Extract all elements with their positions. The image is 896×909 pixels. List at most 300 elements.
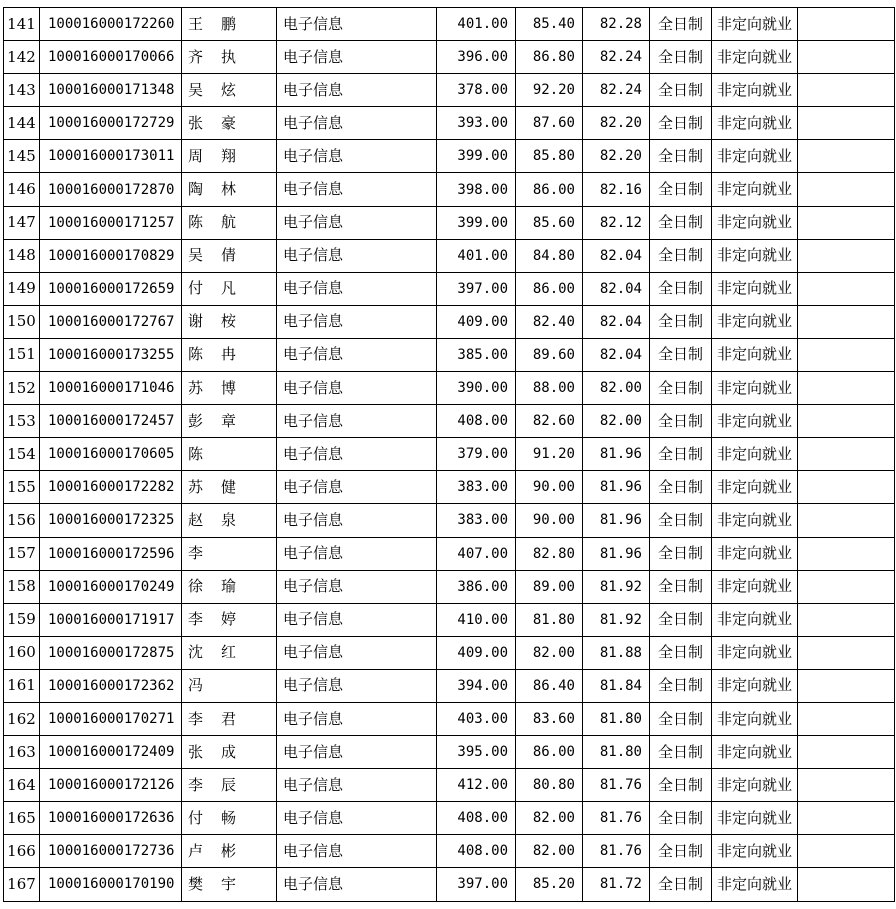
study-mode: 全日制 bbox=[650, 305, 712, 338]
total-score: 82.04 bbox=[583, 272, 650, 305]
name-first-char: 赵 bbox=[188, 510, 204, 529]
exam-score: 412.00 bbox=[437, 769, 516, 802]
exam-score: 395.00 bbox=[437, 736, 516, 769]
interview-score: 82.60 bbox=[516, 405, 583, 438]
candidate-name bbox=[182, 8, 277, 41]
major-name: 电子信息 bbox=[277, 504, 437, 537]
major-name: 电子信息 bbox=[277, 570, 437, 603]
name-last-char: 健 bbox=[221, 477, 237, 496]
row-index: 141 bbox=[4, 8, 40, 41]
table-body bbox=[4, 8, 895, 902]
major-name: 电子信息 bbox=[277, 769, 437, 802]
name-last-char: 航 bbox=[221, 213, 237, 232]
interview-score: 92.20 bbox=[516, 74, 583, 107]
study-mode: 全日制 bbox=[650, 835, 712, 868]
interview-score: 89.60 bbox=[516, 338, 583, 371]
name-first-char: 谢 bbox=[188, 312, 204, 331]
study-mode: 全日制 bbox=[650, 405, 712, 438]
total-score: 81.76 bbox=[583, 835, 650, 868]
interview-score: 85.40 bbox=[516, 8, 583, 41]
employment-type: 非定向就业 bbox=[712, 173, 798, 206]
name-last-char: 倩 bbox=[221, 246, 237, 265]
table-row bbox=[4, 305, 895, 338]
name-last-char: 桉 bbox=[221, 312, 237, 331]
remarks-cell bbox=[798, 438, 895, 471]
name-first-char: 付 bbox=[188, 279, 204, 298]
interview-score: 87.60 bbox=[516, 107, 583, 140]
major-name: 电子信息 bbox=[277, 239, 437, 272]
table-row bbox=[4, 702, 895, 735]
study-mode: 全日制 bbox=[650, 868, 712, 901]
name-first-char: 苏 bbox=[188, 477, 204, 496]
total-score: 81.84 bbox=[583, 669, 650, 702]
exam-score: 398.00 bbox=[437, 173, 516, 206]
remarks-cell bbox=[798, 835, 895, 868]
exam-score: 385.00 bbox=[437, 338, 516, 371]
candidate-name bbox=[182, 372, 277, 405]
name-last-char: 婷 bbox=[221, 610, 237, 629]
name-first-char: 张 bbox=[188, 742, 204, 761]
name-last-char: 执 bbox=[221, 47, 237, 66]
name-first-char: 陈 bbox=[188, 213, 204, 232]
row-index: 152 bbox=[4, 372, 40, 405]
name-first-char: 陈 bbox=[188, 345, 204, 364]
row-index: 150 bbox=[4, 305, 40, 338]
name-last-char: 炫 bbox=[221, 80, 237, 99]
candidate-id: 100016000170190 bbox=[40, 868, 182, 901]
table-row bbox=[4, 107, 895, 140]
major-name: 电子信息 bbox=[277, 206, 437, 239]
total-score: 81.96 bbox=[583, 438, 650, 471]
table-row bbox=[4, 769, 895, 802]
candidate-id: 100016000170271 bbox=[40, 702, 182, 735]
candidate-name bbox=[182, 239, 277, 272]
remarks-cell bbox=[798, 769, 895, 802]
employment-type: 非定向就业 bbox=[712, 272, 798, 305]
employment-type: 非定向就业 bbox=[712, 636, 798, 669]
employment-type: 非定向就业 bbox=[712, 702, 798, 735]
employment-type: 非定向就业 bbox=[712, 41, 798, 74]
study-mode: 全日制 bbox=[650, 173, 712, 206]
candidate-name bbox=[182, 702, 277, 735]
study-mode: 全日制 bbox=[650, 107, 712, 140]
candidate-id: 100016000172767 bbox=[40, 305, 182, 338]
employment-type: 非定向就业 bbox=[712, 669, 798, 702]
study-mode: 全日制 bbox=[650, 802, 712, 835]
employment-type: 非定向就业 bbox=[712, 239, 798, 272]
candidate-id: 100016000172659 bbox=[40, 272, 182, 305]
table-row bbox=[4, 570, 895, 603]
name-first-char: 彭 bbox=[188, 411, 204, 430]
table-row bbox=[4, 206, 895, 239]
row-index: 164 bbox=[4, 769, 40, 802]
study-mode: 全日制 bbox=[650, 140, 712, 173]
table-row bbox=[4, 338, 895, 371]
study-mode: 全日制 bbox=[650, 372, 712, 405]
interview-score: 82.40 bbox=[516, 305, 583, 338]
study-mode: 全日制 bbox=[650, 736, 712, 769]
table-row bbox=[4, 438, 895, 471]
candidate-id: 100016000170605 bbox=[40, 438, 182, 471]
major-name: 电子信息 bbox=[277, 868, 437, 901]
table-row bbox=[4, 504, 895, 537]
candidate-id: 100016000171348 bbox=[40, 74, 182, 107]
total-score: 82.20 bbox=[583, 140, 650, 173]
row-index: 162 bbox=[4, 702, 40, 735]
table-row bbox=[4, 636, 895, 669]
employment-type: 非定向就业 bbox=[712, 338, 798, 371]
candidate-id: 100016000170829 bbox=[40, 239, 182, 272]
remarks-cell bbox=[798, 107, 895, 140]
total-score: 81.80 bbox=[583, 736, 650, 769]
total-score: 82.12 bbox=[583, 206, 650, 239]
table-row bbox=[4, 603, 895, 636]
name-last-char: 彬 bbox=[221, 841, 237, 860]
candidate-name bbox=[182, 338, 277, 371]
study-mode: 全日制 bbox=[650, 239, 712, 272]
exam-score: 399.00 bbox=[437, 140, 516, 173]
interview-score: 82.00 bbox=[516, 835, 583, 868]
row-index: 158 bbox=[4, 570, 40, 603]
table-row bbox=[4, 405, 895, 438]
interview-score: 86.00 bbox=[516, 173, 583, 206]
total-score: 82.04 bbox=[583, 338, 650, 371]
employment-type: 非定向就业 bbox=[712, 736, 798, 769]
name-first-char: 齐 bbox=[188, 47, 204, 66]
study-mode: 全日制 bbox=[650, 272, 712, 305]
remarks-cell bbox=[798, 173, 895, 206]
exam-score: 383.00 bbox=[437, 504, 516, 537]
candidate-id: 100016000172729 bbox=[40, 107, 182, 140]
total-score: 82.16 bbox=[583, 173, 650, 206]
interview-score: 85.20 bbox=[516, 868, 583, 901]
major-name: 电子信息 bbox=[277, 272, 437, 305]
remarks-cell bbox=[798, 570, 895, 603]
candidate-name bbox=[182, 802, 277, 835]
remarks-cell bbox=[798, 338, 895, 371]
candidate-id: 100016000173011 bbox=[40, 140, 182, 173]
remarks-cell bbox=[798, 405, 895, 438]
major-name: 电子信息 bbox=[277, 802, 437, 835]
total-score: 81.72 bbox=[583, 868, 650, 901]
major-name: 电子信息 bbox=[277, 372, 437, 405]
remarks-cell bbox=[798, 8, 895, 41]
exam-score: 409.00 bbox=[437, 305, 516, 338]
candidate-id: 100016000171046 bbox=[40, 372, 182, 405]
total-score: 81.76 bbox=[583, 802, 650, 835]
candidate-name bbox=[182, 140, 277, 173]
exam-score: 408.00 bbox=[437, 802, 516, 835]
study-mode: 全日制 bbox=[650, 471, 712, 504]
table-row bbox=[4, 802, 895, 835]
major-name: 电子信息 bbox=[277, 636, 437, 669]
major-name: 电子信息 bbox=[277, 41, 437, 74]
major-name: 电子信息 bbox=[277, 835, 437, 868]
interview-score: 88.00 bbox=[516, 372, 583, 405]
interview-score: 89.00 bbox=[516, 570, 583, 603]
major-name: 电子信息 bbox=[277, 471, 437, 504]
interview-score: 90.00 bbox=[516, 504, 583, 537]
employment-type: 非定向就业 bbox=[712, 107, 798, 140]
interview-score: 85.60 bbox=[516, 206, 583, 239]
interview-score: 85.80 bbox=[516, 140, 583, 173]
candidate-id: 100016000172126 bbox=[40, 769, 182, 802]
employment-type: 非定向就业 bbox=[712, 405, 798, 438]
admission-list-table bbox=[3, 7, 895, 902]
total-score: 81.76 bbox=[583, 769, 650, 802]
employment-type: 非定向就业 bbox=[712, 504, 798, 537]
row-index: 142 bbox=[4, 41, 40, 74]
row-index: 154 bbox=[4, 438, 40, 471]
remarks-cell bbox=[798, 736, 895, 769]
interview-score: 84.80 bbox=[516, 239, 583, 272]
major-name: 电子信息 bbox=[277, 338, 437, 371]
remarks-cell bbox=[798, 537, 895, 570]
name-last-char: 瑜 bbox=[221, 577, 237, 596]
total-score: 82.00 bbox=[583, 405, 650, 438]
remarks-cell bbox=[798, 206, 895, 239]
interview-score: 86.00 bbox=[516, 736, 583, 769]
candidate-id: 100016000173255 bbox=[40, 338, 182, 371]
candidate-id: 100016000170249 bbox=[40, 570, 182, 603]
name-last-char: 成 bbox=[221, 742, 237, 761]
employment-type: 非定向就业 bbox=[712, 305, 798, 338]
remarks-cell bbox=[798, 702, 895, 735]
candidate-name bbox=[182, 74, 277, 107]
study-mode: 全日制 bbox=[650, 504, 712, 537]
candidate-name bbox=[182, 173, 277, 206]
remarks-cell bbox=[798, 669, 895, 702]
candidate-id: 100016000172596 bbox=[40, 537, 182, 570]
study-mode: 全日制 bbox=[650, 669, 712, 702]
candidate-id: 100016000172636 bbox=[40, 802, 182, 835]
study-mode: 全日制 bbox=[650, 702, 712, 735]
remarks-cell bbox=[798, 603, 895, 636]
name-first-char: 苏 bbox=[188, 378, 204, 397]
exam-score: 401.00 bbox=[437, 8, 516, 41]
total-score: 82.24 bbox=[583, 41, 650, 74]
candidate-name bbox=[182, 769, 277, 802]
exam-score: 408.00 bbox=[437, 835, 516, 868]
table-row bbox=[4, 736, 895, 769]
row-index: 153 bbox=[4, 405, 40, 438]
candidate-name bbox=[182, 603, 277, 636]
row-index: 159 bbox=[4, 603, 40, 636]
table-row bbox=[4, 272, 895, 305]
candidate-id: 100016000172260 bbox=[40, 8, 182, 41]
exam-score: 397.00 bbox=[437, 272, 516, 305]
employment-type: 非定向就业 bbox=[712, 835, 798, 868]
remarks-cell bbox=[798, 74, 895, 107]
row-index: 167 bbox=[4, 868, 40, 901]
table-row bbox=[4, 372, 895, 405]
total-score: 81.96 bbox=[583, 471, 650, 504]
exam-score: 394.00 bbox=[437, 669, 516, 702]
row-index: 156 bbox=[4, 504, 40, 537]
remarks-cell bbox=[798, 41, 895, 74]
row-index: 144 bbox=[4, 107, 40, 140]
interview-score: 80.80 bbox=[516, 769, 583, 802]
candidate-name bbox=[182, 835, 277, 868]
candidate-name bbox=[182, 736, 277, 769]
candidate-name bbox=[182, 41, 277, 74]
exam-score: 386.00 bbox=[437, 570, 516, 603]
total-score: 81.96 bbox=[583, 537, 650, 570]
name-first-char: 卢 bbox=[188, 841, 204, 860]
name-first-char: 冯 bbox=[188, 676, 204, 695]
remarks-cell bbox=[798, 372, 895, 405]
table-row bbox=[4, 669, 895, 702]
major-name: 电子信息 bbox=[277, 107, 437, 140]
study-mode: 全日制 bbox=[650, 41, 712, 74]
exam-score: 390.00 bbox=[437, 372, 516, 405]
table-row bbox=[4, 173, 895, 206]
candidate-name bbox=[182, 438, 277, 471]
candidate-id: 100016000172325 bbox=[40, 504, 182, 537]
table-row bbox=[4, 868, 895, 901]
row-index: 149 bbox=[4, 272, 40, 305]
name-first-char: 吴 bbox=[188, 80, 204, 99]
employment-type: 非定向就业 bbox=[712, 868, 798, 901]
candidate-name bbox=[182, 206, 277, 239]
name-last-char: 博 bbox=[221, 378, 237, 397]
remarks-cell bbox=[798, 802, 895, 835]
name-first-char: 李 bbox=[188, 775, 204, 794]
table-row bbox=[4, 835, 895, 868]
interview-score: 90.00 bbox=[516, 471, 583, 504]
interview-score: 86.80 bbox=[516, 41, 583, 74]
name-first-char: 李 bbox=[188, 610, 204, 629]
employment-type: 非定向就业 bbox=[712, 769, 798, 802]
candidate-name bbox=[182, 868, 277, 901]
name-first-char: 李 bbox=[188, 709, 204, 728]
employment-type: 非定向就业 bbox=[712, 372, 798, 405]
remarks-cell bbox=[798, 140, 895, 173]
interview-score: 83.60 bbox=[516, 702, 583, 735]
name-last-char: 凡 bbox=[221, 279, 237, 298]
candidate-name bbox=[182, 405, 277, 438]
candidate-id: 100016000172875 bbox=[40, 636, 182, 669]
major-name: 电子信息 bbox=[277, 669, 437, 702]
name-last-char: 红 bbox=[221, 643, 237, 662]
table-row bbox=[4, 8, 895, 41]
study-mode: 全日制 bbox=[650, 636, 712, 669]
exam-score: 410.00 bbox=[437, 603, 516, 636]
table-row bbox=[4, 471, 895, 504]
name-first-char: 樊 bbox=[188, 874, 204, 893]
candidate-name bbox=[182, 107, 277, 140]
name-last-char: 冉 bbox=[221, 345, 237, 364]
candidate-name bbox=[182, 272, 277, 305]
candidate-id: 100016000171257 bbox=[40, 206, 182, 239]
major-name: 电子信息 bbox=[277, 74, 437, 107]
interview-score: 91.20 bbox=[516, 438, 583, 471]
major-name: 电子信息 bbox=[277, 405, 437, 438]
name-first-char: 沈 bbox=[188, 643, 204, 662]
candidate-name bbox=[182, 504, 277, 537]
candidate-name bbox=[182, 305, 277, 338]
employment-type: 非定向就业 bbox=[712, 570, 798, 603]
study-mode: 全日制 bbox=[650, 206, 712, 239]
major-name: 电子信息 bbox=[277, 736, 437, 769]
total-score: 82.20 bbox=[583, 107, 650, 140]
total-score: 81.92 bbox=[583, 603, 650, 636]
candidate-id: 100016000172870 bbox=[40, 173, 182, 206]
candidate-name bbox=[182, 636, 277, 669]
row-index: 161 bbox=[4, 669, 40, 702]
candidate-id: 100016000172362 bbox=[40, 669, 182, 702]
study-mode: 全日制 bbox=[650, 338, 712, 371]
interview-score: 82.00 bbox=[516, 636, 583, 669]
exam-score: 399.00 bbox=[437, 206, 516, 239]
row-index: 145 bbox=[4, 140, 40, 173]
employment-type: 非定向就业 bbox=[712, 603, 798, 636]
name-last-char: 林 bbox=[221, 180, 237, 199]
total-score: 81.88 bbox=[583, 636, 650, 669]
row-index: 143 bbox=[4, 74, 40, 107]
total-score: 82.04 bbox=[583, 305, 650, 338]
employment-type: 非定向就业 bbox=[712, 8, 798, 41]
exam-score: 409.00 bbox=[437, 636, 516, 669]
name-first-char: 陶 bbox=[188, 180, 204, 199]
interview-score: 86.40 bbox=[516, 669, 583, 702]
candidate-id: 100016000172409 bbox=[40, 736, 182, 769]
name-first-char: 陈 bbox=[188, 444, 204, 463]
row-index: 151 bbox=[4, 338, 40, 371]
major-name: 电子信息 bbox=[277, 173, 437, 206]
interview-score: 82.80 bbox=[516, 537, 583, 570]
name-last-char: 辰 bbox=[221, 775, 237, 794]
name-first-char: 吴 bbox=[188, 246, 204, 265]
table-row bbox=[4, 239, 895, 272]
exam-score: 408.00 bbox=[437, 405, 516, 438]
remarks-cell bbox=[798, 471, 895, 504]
candidate-id: 100016000171917 bbox=[40, 603, 182, 636]
employment-type: 非定向就业 bbox=[712, 74, 798, 107]
row-index: 165 bbox=[4, 802, 40, 835]
study-mode: 全日制 bbox=[650, 603, 712, 636]
candidate-name bbox=[182, 669, 277, 702]
remarks-cell bbox=[798, 239, 895, 272]
table-row bbox=[4, 537, 895, 570]
major-name: 电子信息 bbox=[277, 537, 437, 570]
major-name: 电子信息 bbox=[277, 603, 437, 636]
remarks-cell bbox=[798, 868, 895, 901]
exam-score: 393.00 bbox=[437, 107, 516, 140]
name-first-char: 徐 bbox=[188, 577, 204, 596]
candidate-id: 100016000170066 bbox=[40, 41, 182, 74]
study-mode: 全日制 bbox=[650, 74, 712, 107]
candidate-id: 100016000172736 bbox=[40, 835, 182, 868]
row-index: 160 bbox=[4, 636, 40, 669]
exam-score: 401.00 bbox=[437, 239, 516, 272]
name-first-char: 李 bbox=[188, 544, 204, 563]
employment-type: 非定向就业 bbox=[712, 537, 798, 570]
remarks-cell bbox=[798, 305, 895, 338]
row-index: 155 bbox=[4, 471, 40, 504]
employment-type: 非定向就业 bbox=[712, 438, 798, 471]
name-last-char: 翔 bbox=[221, 146, 237, 165]
major-name: 电子信息 bbox=[277, 8, 437, 41]
total-score: 82.04 bbox=[583, 239, 650, 272]
candidate-id: 100016000172282 bbox=[40, 471, 182, 504]
study-mode: 全日制 bbox=[650, 8, 712, 41]
study-mode: 全日制 bbox=[650, 438, 712, 471]
table-row bbox=[4, 41, 895, 74]
name-last-char: 章 bbox=[221, 411, 237, 430]
row-index: 166 bbox=[4, 835, 40, 868]
row-index: 146 bbox=[4, 173, 40, 206]
